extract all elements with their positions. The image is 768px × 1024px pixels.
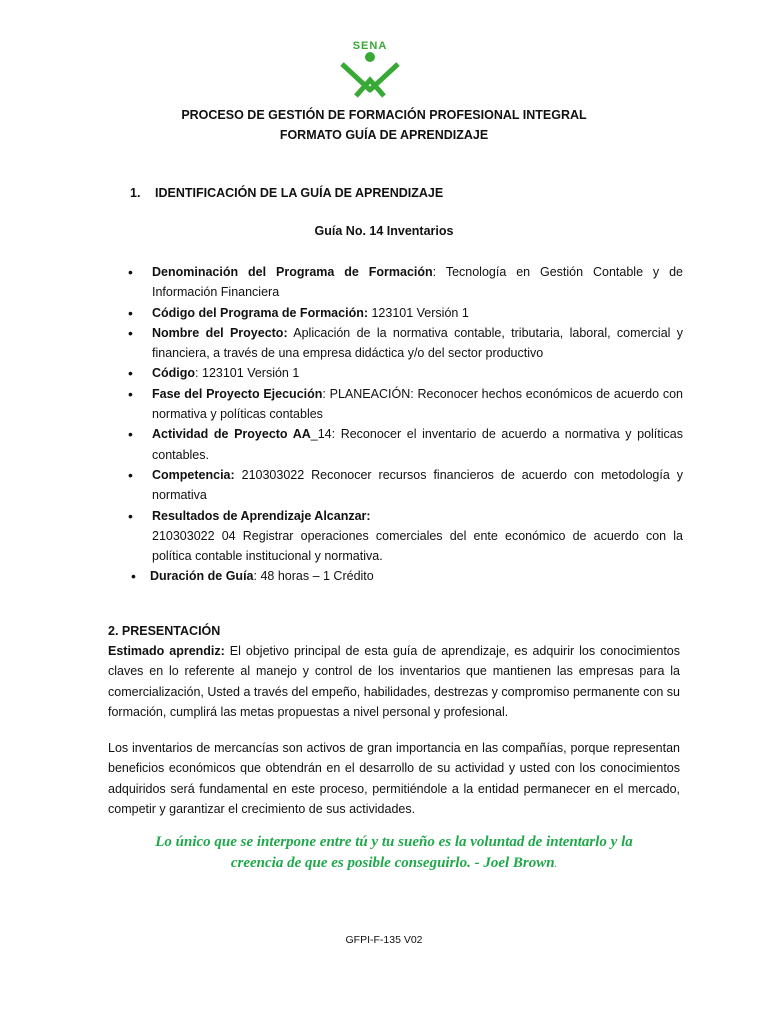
inventory-paragraph: Los inventarios de mercancías son activos de gran importancia en las compañías, porque representan beneficios económicos que obtendrán en el desarrollo de su actividad y usted con los conocimientos adquiridos será fundamental en este proceso, permitiéndole a la entidad permanecer en el mercado, competir y garantizar el crecimiento de sus actividades.	[108, 741, 680, 816]
list-item: • Duración de Guía: 48 horas – 1 Crédito	[108, 566, 683, 586]
section2-title: 2. PRESENTACIÓN	[108, 624, 221, 638]
list-item: • Nombre del Proyecto: Aplicación de la normativa contable, tributaria, laboral, comercial y financiera, a través de una empresa didáctica y/o del sector productivo	[108, 323, 683, 364]
process-title: PROCESO DE GESTIÓN DE FORMACIÓN PROFESIONAL INTEGRAL	[181, 108, 587, 122]
section1-number: 1.	[130, 186, 141, 200]
list-item: • Actividad de Proyecto AA_14: Reconocer el inventario de acuerdo a normativa y políticas contables.	[108, 424, 683, 465]
list-item: • Fase del Proyecto Ejecución: PLANEACIÓN: Reconocer hechos económicos de acuerdo con normativa y políticas contables	[108, 384, 683, 425]
format-title: FORMATO GUÍA DE APRENDIZAJE	[279, 128, 489, 142]
document-code: GFPI-F-135 V02	[345, 934, 423, 946]
sena-figure-icon	[338, 50, 402, 98]
section1-title: IDENTIFICACIÓN DE LA GUÍA DE APRENDIZAJE	[155, 186, 444, 200]
motivational-quote: Lo único que se interpone entre tú y tu sueño es la voluntad de intentarlo y la creencia de que es posible conseguirlo. - Joel Brown.	[155, 834, 633, 871]
list-item: • Código del Programa de Formación: 123101 Versión 1	[108, 303, 683, 323]
identification-list	[108, 262, 683, 587]
list-item: • Código: 123101 Versión 1	[108, 363, 683, 383]
list-item: • Denominación del Programa de Formación: Tecnología en Gestión Contable y de Información Financiera	[108, 262, 683, 303]
list-item: • Competencia: 210303022 Reconocer recursos financieros de acuerdo con metodología y normativa	[108, 465, 683, 506]
logo-text: SENA	[352, 40, 388, 52]
guia-number: Guía No. 14 Inventarios	[314, 224, 454, 238]
sena-logo	[338, 40, 402, 96]
presentation-paragraph: Estimado aprendiz: El objetivo principal de esta guía de aprendizaje, es adquirir los conocimientos claves en lo referente al manejo y control de los inventarios que mantienen las empresas para la comercialización, Usted a través del empeño, habilidades, destrezas y compromiso permanente con su formación, cumplirá las metas propuestas a nivel personal y profesional.	[108, 644, 681, 719]
list-item: • Resultados de Aprendizaje Alcanzar: 210303022 04 Registrar operaciones comerciales del ente económico de acuerdo con la política contable institucional y normativa.	[108, 506, 683, 567]
greeting: Estimado aprendiz:	[108, 644, 225, 658]
